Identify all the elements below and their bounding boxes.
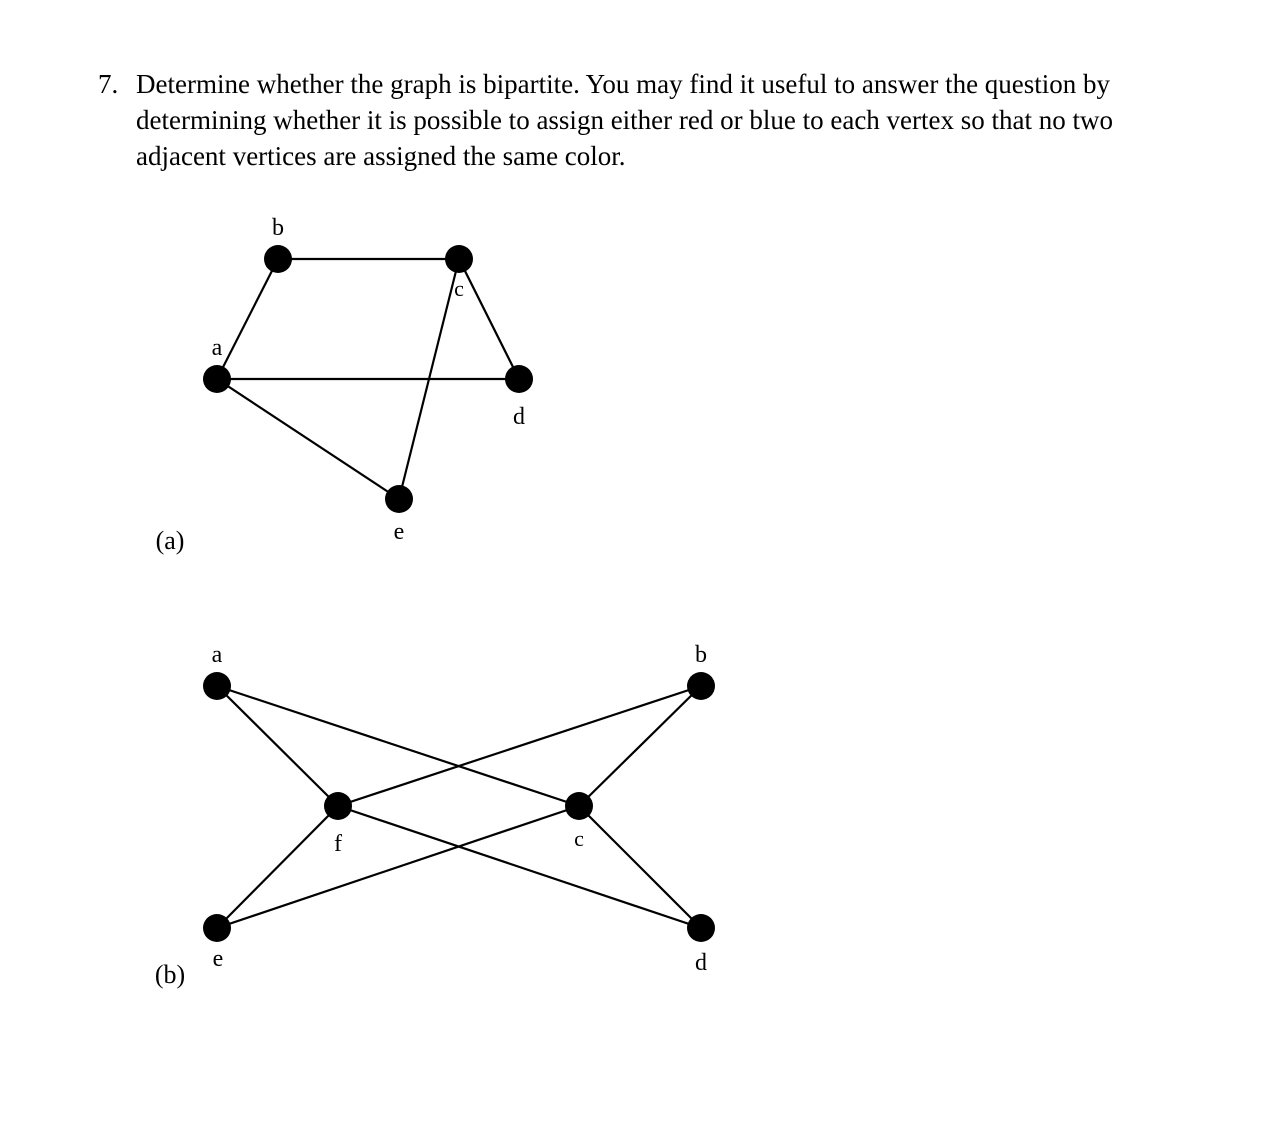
graph-b-vertex-e-label: e [212, 946, 224, 972]
graph-a-vertex-b [264, 245, 292, 273]
graph-b-vertex-b-label: b [695, 642, 707, 668]
graph-a-vertex-c [445, 245, 473, 273]
graph-b-vertex-d [687, 914, 715, 942]
graph-b-vertex-f [324, 792, 352, 820]
graph-b-edge-a-f [217, 686, 338, 806]
graph-b-edge-f-d [338, 806, 701, 928]
graph-a-edge-a-e [217, 379, 399, 499]
problem-line-2: determining whether it is possible to assign either red or blue to each vertex so that no two [136, 105, 1114, 135]
graph-a-vertex-b-label: b [272, 215, 284, 241]
graph-a-vertex-d [505, 365, 533, 393]
graph-b-vertex-e [203, 914, 231, 942]
graph-b-edge-b-c [579, 686, 701, 806]
graph-b-vertex-d-label: d [695, 950, 707, 976]
graph-b-vertex-f-label: f [334, 831, 342, 857]
graph-b-vertex-b [687, 672, 715, 700]
graph-a-edge-c-d [459, 259, 519, 379]
graph-b-vertex-c-label: c [574, 826, 584, 851]
graph-a-vertex-e-label: e [393, 519, 405, 545]
graph-a-vertex-a [203, 365, 231, 393]
graph-b-edge-e-c [217, 806, 579, 928]
graph-b-edge-e-f [217, 806, 338, 928]
graph-b-vertex-a [203, 672, 231, 700]
graph-a-vertex-e [385, 485, 413, 513]
graph-a-edge-a-b [217, 259, 278, 379]
graph-a-vertex-a-label: a [211, 335, 223, 361]
problem-line-1: Determine whether the graph is bipartite. You may find it useful to answer the question by [136, 69, 1111, 99]
problem-line-3: adjacent vertices are assigned the same color. [136, 141, 626, 171]
graph-a-vertex-c-label: c [454, 276, 464, 301]
problem-number: 7. [98, 69, 119, 99]
graph-b-edge-b-f [338, 686, 701, 806]
graph-b-vertex-a-label: a [211, 642, 223, 668]
vertices-layer [203, 245, 715, 942]
graph-a-caption: (a) [155, 526, 185, 555]
graph-b-edge-c-d [579, 806, 701, 928]
graph-a-vertex-d-label: d [513, 404, 525, 430]
labels-layer [155, 215, 707, 989]
graph-b-edge-a-c [217, 686, 579, 806]
graph-b-vertex-c [565, 792, 593, 820]
graph-b-caption: (b) [154, 960, 186, 989]
edges-layer [217, 259, 701, 928]
